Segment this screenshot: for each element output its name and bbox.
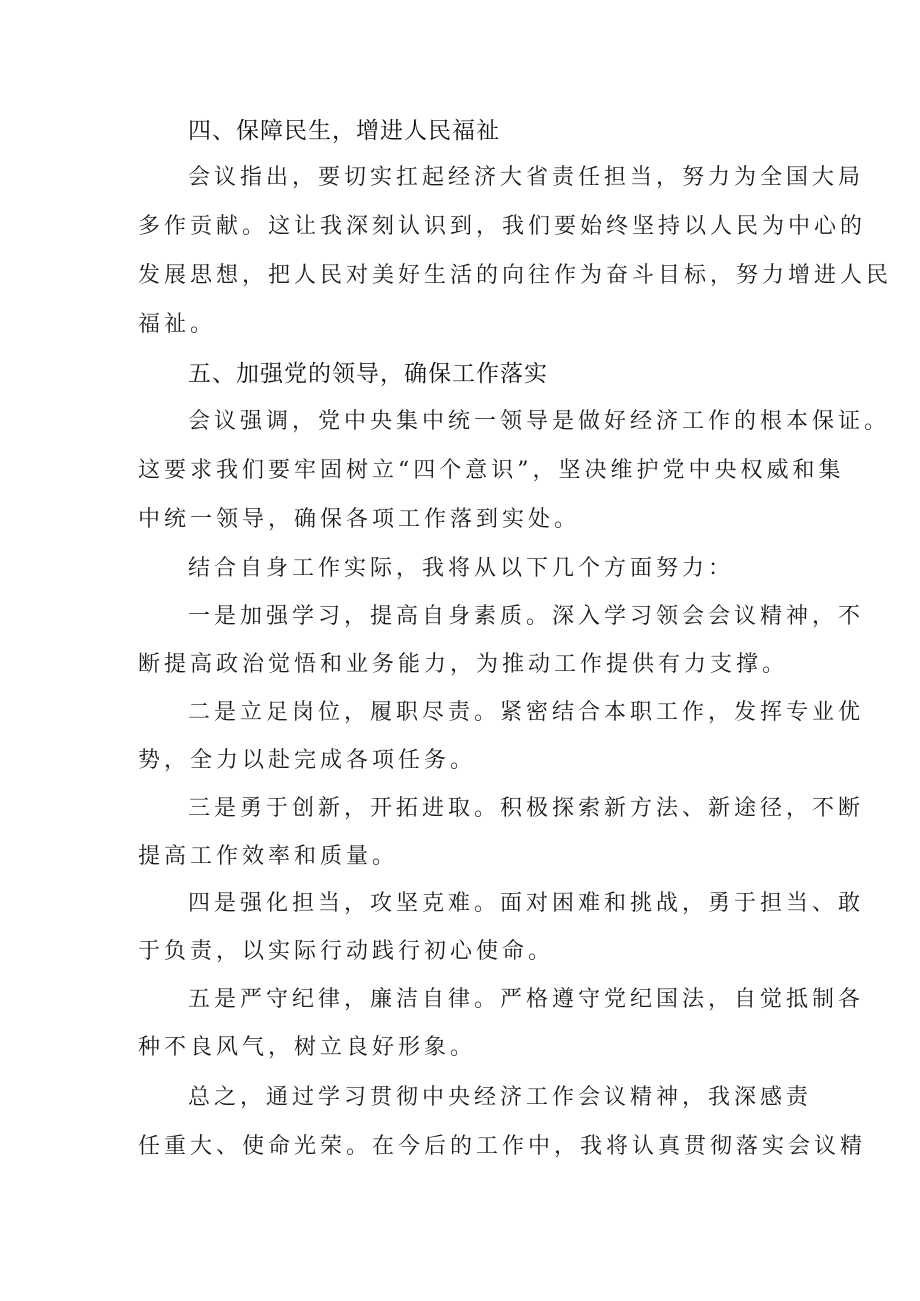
point-2-line-1: 二是立足岗位，履职尽责。紧密结合本职工作，发挥专业优 <box>188 700 865 725</box>
intro-line: 结合自身工作实际，我将从以下几个方面努力： <box>188 556 735 581</box>
point-4-line-1: 四是强化担当，攻坚克难。面对困难和挑战，勇于担当、敢 <box>188 891 865 916</box>
point-5-line-2: 种不良风气，树立良好形象。 <box>138 1035 477 1060</box>
point-3-line-1: 三是勇于创新，开拓进取。积极探索新方法、新途径，不断 <box>188 796 865 821</box>
point-4-line-2: 于负责，以实际行动践行初心使命。 <box>138 939 555 964</box>
point-1-line-1: 一是加强学习，提高自身素质。深入学习领会会议精神，不 <box>188 604 865 629</box>
paragraph-line: 会议强调，党中央集中统一领导是做好经济工作的根本保证。 <box>188 409 891 434</box>
paragraph-line: 多作贡献。这让我深刻认识到，我们要始终坚持以人民为中心的 <box>138 214 867 239</box>
paragraph-line: 这要求我们要牢固树立“四个意识”，坚决维护党中央权威和集 <box>138 458 845 483</box>
point-1-line-2: 断提高政治觉悟和业务能力，为推动工作提供有力支撑。 <box>138 652 789 677</box>
point-2-line-2: 势，全力以赴完成各项任务。 <box>138 748 477 773</box>
paragraph-line: 会议指出，要切实扛起经济大省责任担当，努力为全国大局 <box>188 165 865 190</box>
section4-heading: 四、保障民生，增进人民福祉 <box>188 118 500 144</box>
paragraph-line: 中统一领导，确保各项工作落到实处。 <box>138 507 581 532</box>
point-3-line-2: 提高工作效率和质量。 <box>138 844 399 869</box>
paragraph-line: 福祉。 <box>138 312 217 337</box>
point-5-line-1: 五是严守纪律，廉洁自律。严格遵守党纪国法，自觉抵制各 <box>188 987 865 1012</box>
section5-heading: 五、加强党的领导，确保工作落实 <box>188 361 548 387</box>
conclusion-line-1: 总之，通过学习贯彻中央经济工作会议精神，我深感责 <box>188 1085 813 1110</box>
conclusion-line-2: 任重大、使命光荣。在今后的工作中，我将认真贯彻落实会议精 <box>138 1134 867 1159</box>
paragraph-line: 发展思想，把人民对美好生活的向往作为奋斗目标，努力增进人民 <box>138 263 893 288</box>
